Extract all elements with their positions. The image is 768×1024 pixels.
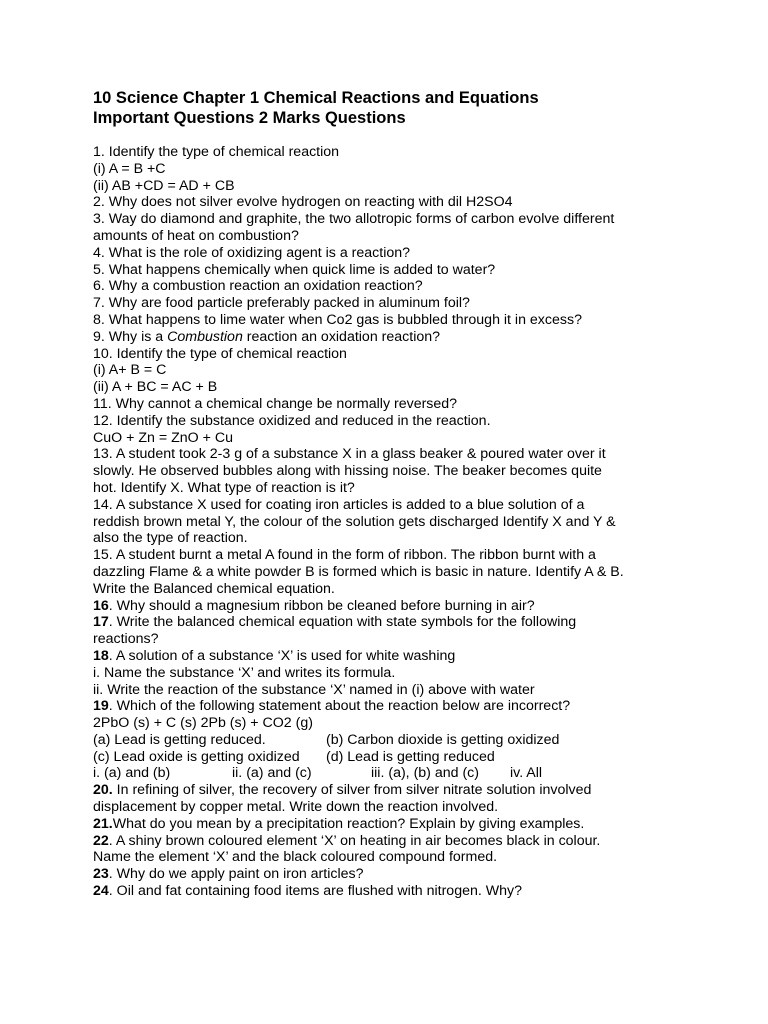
question-19 (93, 698, 693, 715)
title-line-1: 10 Science Chapter 1 Chemical Reactions and Equations (93, 89, 539, 107)
question-22-text: . A shiny brown coloured element ‘X’ on heating in air becomes black in colour. (108, 832, 601, 849)
question-10-part-i: (i) A+ B = C (93, 362, 167, 379)
question-18-part-ii: ii. Write the reaction of the substance ‘X’ named in (i) above with water (93, 681, 535, 698)
question-12-equation: CuO + Zn = ZnO + Cu (93, 429, 233, 446)
choice-iv: iv. All (510, 765, 543, 782)
question-list (93, 144, 693, 900)
question-13-cont-2: hot. Identify X. What type of reaction is it? (93, 479, 355, 496)
question-3-cont: amounts of heat on combustion? (93, 227, 299, 244)
question-15-cont-2: Write the Balanced chemical equation. (93, 580, 335, 597)
question-17-number: 17 (93, 614, 109, 631)
question-22 (93, 833, 693, 850)
question-18 (93, 648, 693, 665)
question-5: 5. What happens chemically when quick lime is added to water? (93, 261, 496, 278)
option-a: (a) Lead is getting reduced. (93, 731, 266, 748)
question-1-part-ii: (ii) AB +CD = AD + CB (93, 177, 235, 194)
question-20 (93, 782, 693, 799)
question-10: 10. Identify the type of chemical reaction (93, 345, 347, 362)
question-20-text: In refining of silver, the recovery of silver from silver nitrate solution involved (112, 782, 592, 799)
question-19-options-cd (93, 749, 693, 766)
question-9 (93, 329, 693, 346)
question-18-number: 18 (93, 647, 109, 664)
question-19-options-ab (93, 732, 693, 749)
question-13-cont-1: slowly. He observed bubbles along with hissing noise. The beaker becomes quite (93, 463, 602, 480)
question-20-number: 20. (93, 782, 113, 799)
question-9-start: 9. Why is a (93, 328, 168, 345)
question-8: 8. What happens to lime water when Co2 gas is bubbled through it in excess? (93, 311, 582, 328)
question-23 (93, 866, 693, 883)
question-21 (93, 816, 693, 833)
choice-i: i. (a) and (b) (93, 765, 171, 782)
option-b: (b) Carbon dioxide is getting oxidized (326, 731, 560, 748)
question-2: 2. Why does not silver evolve hydrogen on reacting with dil H2SO4 (93, 194, 513, 211)
question-3: 3. Way do diamond and graphite, the two allotropic forms of carbon evolve different (93, 211, 615, 228)
question-17 (93, 614, 693, 631)
title-line-2: Important Questions 2 Marks Questions (93, 109, 406, 127)
question-1: 1. Identify the type of chemical reaction (93, 144, 340, 160)
question-17-cont: reactions? (93, 631, 159, 648)
question-20-cont: displacement by copper metal. Write down the reaction involved. (93, 799, 499, 816)
question-23-number: 23 (93, 866, 109, 883)
question-24 (93, 883, 693, 900)
question-21-number: 21. (93, 815, 113, 832)
question-24-text: . Oil and fat containing food items are flushed with nitrogen. Why? (108, 883, 523, 900)
question-15: 15. A student burnt a metal A found in the form of ribbon. The ribbon burnt with a (93, 547, 596, 564)
document-title (93, 88, 693, 128)
question-9-end: reaction an oxidation reaction? (242, 328, 441, 345)
question-9-emphasis: Combustion (167, 328, 243, 345)
question-23-text: . Why do we apply paint on iron articles? (108, 866, 364, 883)
question-6: 6. Why a combustion reaction an oxidation reaction? (93, 278, 423, 295)
choice-ii: ii. (a) and (c) (232, 765, 312, 782)
option-c: (c) Lead oxide is getting oxidized (93, 748, 300, 765)
question-16-number: 16 (93, 597, 109, 614)
question-7: 7. Why are food particle preferably packed in aluminum foil? (93, 295, 470, 312)
question-11: 11. Why cannot a chemical change be normally reversed? (93, 395, 458, 412)
question-19-equation: 2PbO (s) + C (s) 2Pb (s) + CO2 (g) (93, 715, 313, 732)
question-1-part-i: (i) A = B +C (93, 160, 166, 177)
question-22-number: 22 (93, 832, 109, 849)
question-14: 14. A substance X used for coating iron articles is added to a blue solution of a (93, 496, 585, 513)
question-16-text: . Why should a magnesium ribbon be cleaned before burning in air? (108, 597, 535, 614)
question-24-number: 24 (93, 883, 109, 900)
choice-iii: iii. (a), (b) and (c) (371, 765, 479, 782)
question-18-text: . A solution of a substance ‘X’ is used for white washing (108, 647, 456, 664)
question-19-number: 19 (93, 698, 109, 715)
question-15-cont-1: dazzling Flame & a white powder B is formed which is basic in nature. Identify A & B. (93, 563, 624, 580)
question-13: 13. A student took 2-3 g of a substance X in a glass beaker & poured water over it (93, 446, 606, 463)
question-10-part-ii: (ii) A + BC = AC + B (93, 379, 218, 396)
option-d: (d) Lead is getting reduced (326, 748, 495, 765)
question-22-cont: Name the element ‘X’ and the black coloured compound formed. (93, 849, 498, 866)
question-4: 4. What is the role of oxidizing agent is a reaction? (93, 244, 411, 261)
question-19-text: . Which of the following statement about the reaction below are incorrect? (108, 698, 571, 715)
question-16 (93, 598, 693, 615)
question-14-cont-2: also the type of reaction. (93, 530, 248, 547)
question-17-text: . Write the balanced chemical equation with state symbols for the following (108, 614, 577, 631)
question-12: 12. Identify the substance oxidized and reduced in the reaction. (93, 412, 491, 429)
question-14-cont-1: reddish brown metal Y, the colour of the solution gets discharged Identify X and Y & (93, 513, 616, 530)
question-21-text: What do you mean by a precipitation reaction? Explain by giving examples. (112, 815, 585, 832)
question-19-choices (93, 765, 693, 782)
document-page (93, 88, 693, 900)
question-18-part-i: i. Name the substance ‘X’ and writes its formula. (93, 664, 396, 681)
